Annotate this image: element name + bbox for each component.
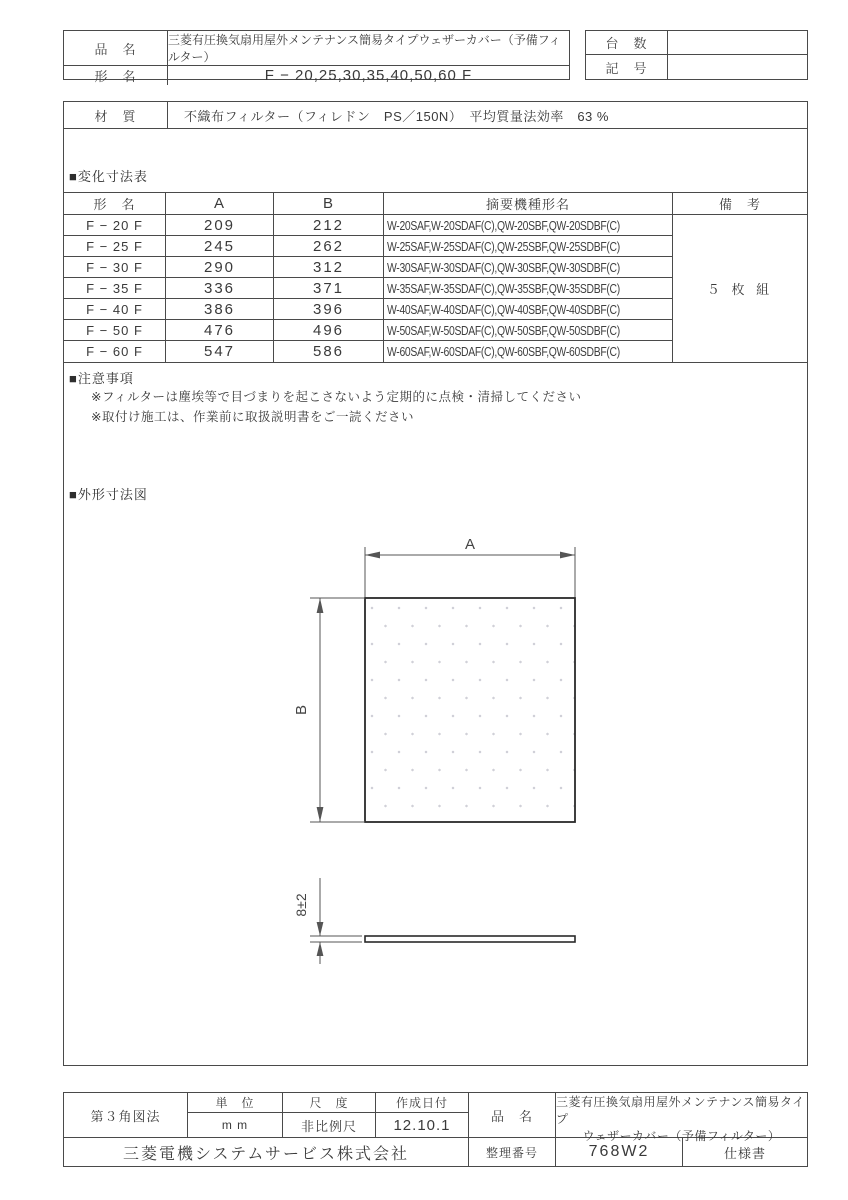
- date-label: 作成日付: [376, 1093, 469, 1113]
- dim-cell-b: 396: [274, 299, 384, 320]
- dimension-drawing: [64, 102, 807, 1065]
- date-value: 12.10.1: [376, 1113, 469, 1138]
- dim-cell-b: 586: [274, 341, 384, 362]
- product-name-table: [63, 30, 570, 84]
- unit-count-value: [668, 31, 807, 55]
- dim-cell-a: 336: [166, 278, 274, 299]
- arrow-left-icon: [365, 552, 380, 559]
- model-name-value: F − 20,25,30,35,40,50,60 F: [264, 67, 473, 84]
- arrow-up-icon: [317, 942, 324, 956]
- footer-product-name-line2: ウェザーカバー（予備フィルター）: [582, 1129, 781, 1143]
- footer-product-name: [556, 1093, 807, 1143]
- dim-cell-b: 262: [274, 236, 384, 257]
- dim-cell-model: F − 35 F: [64, 278, 166, 299]
- note-item: ※フィルターは塵埃等で目づまりを起こさないよう定期的に点検・清掃してください: [91, 390, 582, 404]
- dim-header-cell: 備 考: [673, 193, 807, 215]
- scale-label: 尺 度: [283, 1093, 376, 1113]
- dim-header-cell: B: [274, 193, 384, 215]
- symbol-label: 記 号: [586, 55, 668, 79]
- arrow-right-icon: [560, 552, 575, 559]
- product-name-label: 品 名: [64, 31, 168, 66]
- dim-cell-model: F − 30 F: [64, 257, 166, 278]
- dim-header-cell: A: [166, 193, 274, 215]
- dim-cell-a: 290: [166, 257, 274, 278]
- filter-side-view: [365, 936, 575, 942]
- material-label: 材 質: [64, 102, 168, 128]
- doc-type: 仕様書: [723, 1145, 766, 1161]
- unit-value: m m: [188, 1113, 283, 1138]
- dim-cell-model: F − 20 F: [64, 215, 166, 236]
- unit-label: 単 位: [188, 1093, 283, 1113]
- company-name: 三菱電機システムサービス株式会社: [64, 1138, 469, 1166]
- projection-method: 第３角図法: [64, 1093, 188, 1138]
- applicable-models-text: W-40SAF,W-40SDAF(C),QW-40SBF,QW-40SDBF(C): [387, 301, 620, 317]
- dim-cell-model: F − 60 F: [64, 341, 166, 362]
- dim-cell-a: 386: [166, 299, 274, 320]
- ref-number-label: 整理番号: [469, 1138, 556, 1166]
- applicable-models-text: W-30SAF,W-30SDAF(C),QW-30SBF,QW-30SDBF(C): [387, 259, 620, 275]
- ref-number-value: 768W2: [556, 1138, 683, 1166]
- notes-title: ■注意事項: [69, 371, 134, 386]
- dim-cell-a: 476: [166, 320, 274, 341]
- filter-front-view: [365, 598, 575, 822]
- arrow-down-icon: [317, 922, 324, 936]
- dim-cell-a: 547: [166, 341, 274, 362]
- dimension-table-title: ■変化寸法表: [69, 169, 148, 184]
- scale-value: 非比例尺: [283, 1113, 376, 1138]
- dim-cell-a: 245: [166, 236, 274, 257]
- material-value: 不織布フィルター（フィレドン PS／150N） 平均質量法効率 63 %: [184, 108, 609, 124]
- symbol-value: [668, 55, 807, 79]
- dim-remark-cell: ５ 枚 組: [706, 282, 774, 297]
- dim-cell-b: 496: [274, 320, 384, 341]
- product-name-value: 三菱有圧換気扇用屋外メンテナンス簡易タイプウェザーカバー（予備フィルター）: [168, 31, 569, 66]
- dim-cell-model: F − 40 F: [64, 299, 166, 320]
- applicable-models-text: W-20SAF,W-20SDAF(C),QW-20SBF,QW-20SDBF(C): [387, 217, 620, 233]
- arrow-down-icon: [317, 807, 324, 822]
- dim-header-cell: 形 名: [64, 193, 166, 215]
- dim-a-label: A: [464, 536, 476, 553]
- applicable-models-text: W-35SAF,W-35SDAF(C),QW-35SBF,QW-35SDBF(C): [387, 280, 620, 296]
- dim-cell-b: 371: [274, 278, 384, 299]
- model-name-label: 形 名: [64, 66, 168, 85]
- footer-product-label: 品 名: [469, 1093, 556, 1138]
- note-item: ※取付け施工は、作業前に取扱説明書をご一読ください: [91, 410, 414, 424]
- count-symbol-table: [585, 30, 808, 80]
- dim-cell-model: F − 25 F: [64, 236, 166, 257]
- dim-b-label: B: [293, 704, 310, 716]
- applicable-models-text: W-25SAF,W-25SDAF(C),QW-25SBF,QW-25SDBF(C): [387, 238, 620, 254]
- footer-product-name-line1: 三菱有圧換気扇用屋外メンテナンス簡易タイプ: [556, 1095, 805, 1126]
- arrow-up-icon: [317, 598, 324, 613]
- drawing-title: ■外形寸法図: [69, 487, 148, 502]
- dim-cell-b: 312: [274, 257, 384, 278]
- unit-count-label: 台 数: [586, 31, 668, 55]
- dim-thickness-label: 8±2: [293, 893, 309, 917]
- dim-cell-a: 209: [166, 215, 274, 236]
- main-frame: [63, 101, 808, 1066]
- dim-header-cell: 摘要機種形名: [384, 193, 673, 215]
- title-block: [63, 1092, 808, 1167]
- dim-cell-b: 212: [274, 215, 384, 236]
- applicable-models-text: W-50SAF,W-50SDAF(C),QW-50SBF,QW-50SDBF(C): [387, 322, 620, 338]
- applicable-models-text: W-60SAF,W-60SDAF(C),QW-60SBF,QW-60SDBF(C): [387, 344, 620, 359]
- dim-cell-model: F − 50 F: [64, 320, 166, 341]
